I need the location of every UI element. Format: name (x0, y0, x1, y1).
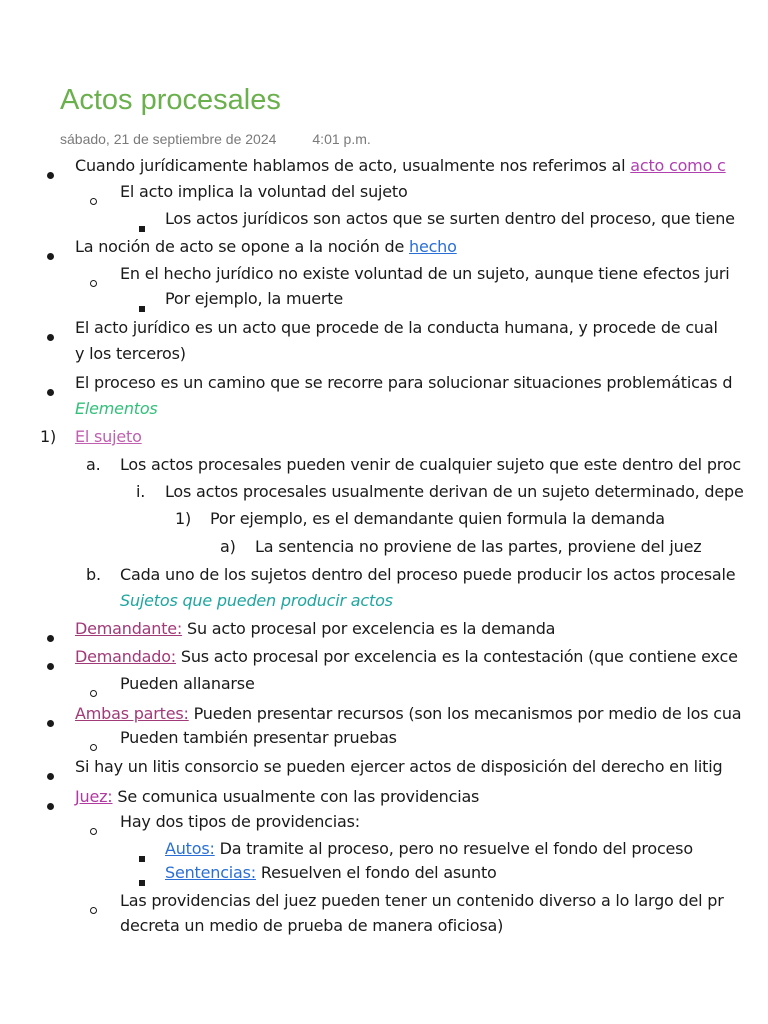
bullet-icon (47, 389, 54, 396)
link[interactable]: El sujeto (75, 427, 142, 446)
list-number: b. (86, 565, 101, 584)
bullet-icon (47, 635, 54, 642)
circle-bullet-icon (90, 280, 97, 287)
list-number: i. (136, 482, 146, 501)
square-bullet-icon (139, 880, 145, 886)
page-time: 4:01 p.m. (312, 131, 371, 147)
circle-bullet-icon (90, 690, 97, 697)
page-title[interactable]: Actos procesales (60, 84, 281, 116)
bullet-icon (47, 663, 54, 670)
page-bottom-whitespace (0, 940, 768, 1024)
term-label: Juez: (75, 787, 113, 806)
circle-bullet-icon (90, 828, 97, 835)
list-number: 1) (40, 427, 57, 446)
circle-bullet-icon (90, 907, 97, 914)
circle-bullet-icon (90, 198, 97, 205)
link[interactable]: hecho (409, 237, 457, 256)
term-label: Sentencias: (165, 863, 256, 882)
link[interactable]: acto como c (630, 156, 726, 175)
term-label: Autos: (165, 839, 215, 858)
onenote-page: Actos procesales sábado, 21 de septiembre de 2024 4:01 p.m. Cuando jurídicamente hablamos de acto, usualmente nos referimos al acto como c El acto implica la voluntad del sujeto Los actos jurídicos son actos que se surten dentro del proceso, que tiene La noción de acto se opone a la noción de hecho En el hecho jurídico no existe voluntad de un sujeto, aunque tiene efectos juri Por ejemplo, la muerte El acto jurídico es un acto que procede de la conducta humana, y procede de cual y los terceros) El proceso es un camino que se recorre para solucionar situaciones problemáticas d Elementos 1) El sujeto a. Los actos procesales pueden venir de cualquier sujeto que este dentro del proc i. Los actos procesales usualmente derivan de un sujeto determinado, depe 1) Por ejemplo, es el demandante quien formula la demanda a) La sentencia no proviene de las partes, proviene del juez b. Cada uno de los sujetos dentro del proceso puede producir los actos procesale Sujetos que pueden producir actos Demandante: Su acto procesal por excelencia es la demanda Demandado: Sus acto procesal por excelencia es la contestación (que contiene exce Pueden allanarse Ambas partes: Pueden presentar recursos (son los mecanismos por medio de los cua Pueden también presentar pruebas Si hay un litis consorcio se pueden ejercer actos de disposición del derecho en litig Juez: Se comunica usualmente con las providencias Hay dos tipos de providencias: Autos: Da tramite al proceso, pero no resuelve el fondo del proceso Sentencias: Resuelven el fondo del asunto Las providencias del juez pueden tener un contenido diverso a lo largo del pr decreta un medio de prueba de manera oficiosa) (0, 0, 768, 1024)
square-bullet-icon (139, 306, 145, 312)
circle-bullet-icon (90, 744, 97, 751)
term-label: Demandado: (75, 647, 176, 666)
bullet-icon (47, 803, 54, 810)
square-bullet-icon (139, 856, 145, 862)
square-bullet-icon (139, 226, 145, 232)
page-date: sábado, 21 de septiembre de 2024 (60, 131, 277, 147)
term-label: Ambas partes: (75, 704, 189, 723)
bullet-icon (47, 253, 54, 260)
list-number: 1) (175, 509, 192, 528)
bullet-icon (47, 720, 54, 727)
bullet-icon (47, 773, 54, 780)
bullet-icon (47, 172, 54, 179)
term-label: Demandante: (75, 619, 183, 638)
bullet-icon (47, 334, 54, 341)
list-number: a. (86, 455, 101, 474)
list-number: a) (220, 537, 236, 556)
page-metadata (60, 131, 371, 147)
